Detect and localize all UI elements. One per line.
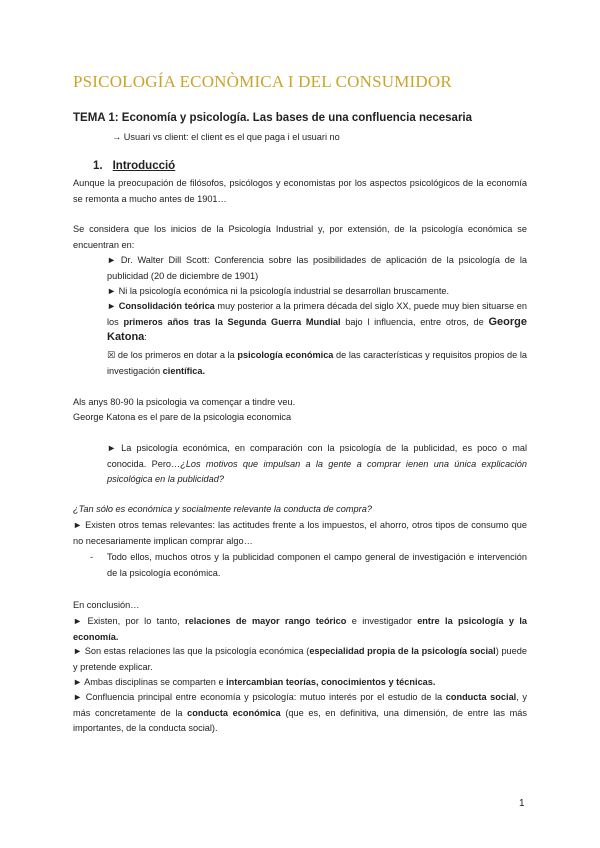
body-text: de las características y requisitos propios de la investigación [107, 350, 528, 376]
conclusion-item-2 [73, 644, 527, 675]
body-text: e investigador [346, 616, 418, 626]
page-number: 1 [519, 798, 525, 809]
katona-name: George Katona [107, 315, 527, 343]
note-katona: George Katona es el pare de la psicologia economica [73, 412, 292, 422]
bold-text: primeros años tras la Segunda Guerra Mundial [123, 316, 341, 327]
body-text: muy posterior a la primera década del siglo XX, puede muy bien situarse en los [107, 301, 527, 327]
bold-text: especialidad propia de la psicología social [309, 646, 496, 656]
body-text: : [144, 332, 147, 342]
bullet-temas [73, 518, 527, 549]
body-text: Son estas relaciones las que la psicología económica ( [82, 646, 310, 656]
bullet-marker: ► [73, 616, 83, 626]
body-text: Ambas disciplinas se comparten e [82, 677, 227, 687]
section-heading [93, 160, 175, 172]
bullet-consolidacion [107, 299, 527, 346]
body-text: de los primeros en dotar a la [115, 350, 238, 360]
bold-text: conducta económica [187, 707, 281, 718]
section-number: 1. [93, 160, 103, 172]
body-text: La psicología económica, en comparación con la psicología de la publicidad, es poco o mal conocida. Pero… [107, 443, 527, 469]
bullet-marker: ► [107, 286, 117, 296]
conclusion-item-3 [73, 675, 527, 691]
body-text: Confluencia principal entre economía y psicología: mutuo interés por el estudio de la [82, 692, 446, 702]
bullet-marker: ► [107, 255, 117, 265]
bullet-scott-text: Dr. Walter Dill Scott: Conferencia sobre las posibilidades de aplicación de la psicología de la publicidad (20 de diciembre de 1901) [107, 255, 527, 281]
document-title: PSICOLOGÍA ECONÒMICA I DEL CONSUMIDOR [73, 72, 452, 91]
body-text: Existen, por lo tanto, [82, 616, 186, 626]
topic-heading: TEMA 1: Economía y psicología. Las bases de una confluencia necesaria [73, 112, 473, 124]
bold-text: psicología económica [237, 350, 334, 360]
bold-text: conducta social [445, 692, 517, 702]
conclusion-label: En conclusión… [73, 600, 140, 610]
body-text: bajo l influencia, entre otros, de [340, 316, 489, 327]
body-text: ) puede y pretende explicar. [73, 646, 527, 672]
conclusion-item-4 [73, 690, 527, 737]
checkbox-marker-icon: ☒ [107, 350, 116, 360]
bullet-scott [107, 253, 527, 284]
bullet-publicidad [107, 441, 527, 488]
bullet-marker: ► [73, 646, 83, 656]
bold-text: entre la psicología y la economía. [73, 616, 527, 642]
bullet-katona [107, 348, 527, 379]
intro-paragraph-1: Aunque la preocupación de filósofos, psicólogos y economistas por los aspectos psicológicos de la economía se remonta a mucho antes de 1901… [73, 178, 527, 204]
dash-marker: - [90, 552, 94, 562]
note-80-90: Als anys 80-90 la psicologia va començar a tindre veu. [73, 397, 296, 407]
bold-text: Consolidación teórica [118, 301, 215, 311]
section-title: Introducció [112, 160, 176, 172]
bullet-desarrollo [107, 284, 527, 300]
bullet-desarrollo-text: Ni la psicología económica ni la psicología industrial se desarrollan bruscamente. [118, 286, 450, 296]
bold-text: científica. [162, 365, 206, 376]
bullet-marker: ► [73, 692, 83, 702]
bullet-marker: ► [73, 520, 83, 530]
body-text: (que es, en definitiva, una dimensión, de entre las más importantes, de la conducta social). [73, 707, 527, 733]
body-text: Existen otros temas relevantes: las actitudes frente a los impuestos, el ahorro, otros tipos de consumo que no necesariamente implican comprar algo… [73, 520, 527, 546]
conclusion-item-1 [73, 614, 527, 645]
bold-text: relaciones de mayor rango teórico [185, 616, 347, 626]
body-text: , y más concretamente de la [73, 692, 527, 718]
intro-paragraph-2: Se considera que los inicios de la Psicología Industrial y, por extensión, de la psicología económica se encuentran en: [73, 224, 527, 250]
italic-question: ¿Los motivos que impulsan a la gente a comprar ienen una única explicación psicológica en la publicidad? [107, 458, 527, 484]
bullet-marker: ► [107, 301, 117, 311]
usuari-note: → Usuari vs client: el client es el que paga i el usuari no [112, 132, 340, 142]
bullet-marker: ► [73, 677, 83, 687]
dash-campo: Todo ellos, muchos otros y la publicidad componen el campo general de investigación e intervención de la psicología económica. [107, 552, 527, 578]
bullet-marker: ► [107, 443, 117, 453]
question-conducta: ¿Tan sólo es económica y socialmente relevante la conducta de compra? [73, 504, 372, 514]
bold-text: intercambian teorías, conocimientos y técnicas. [226, 677, 436, 687]
